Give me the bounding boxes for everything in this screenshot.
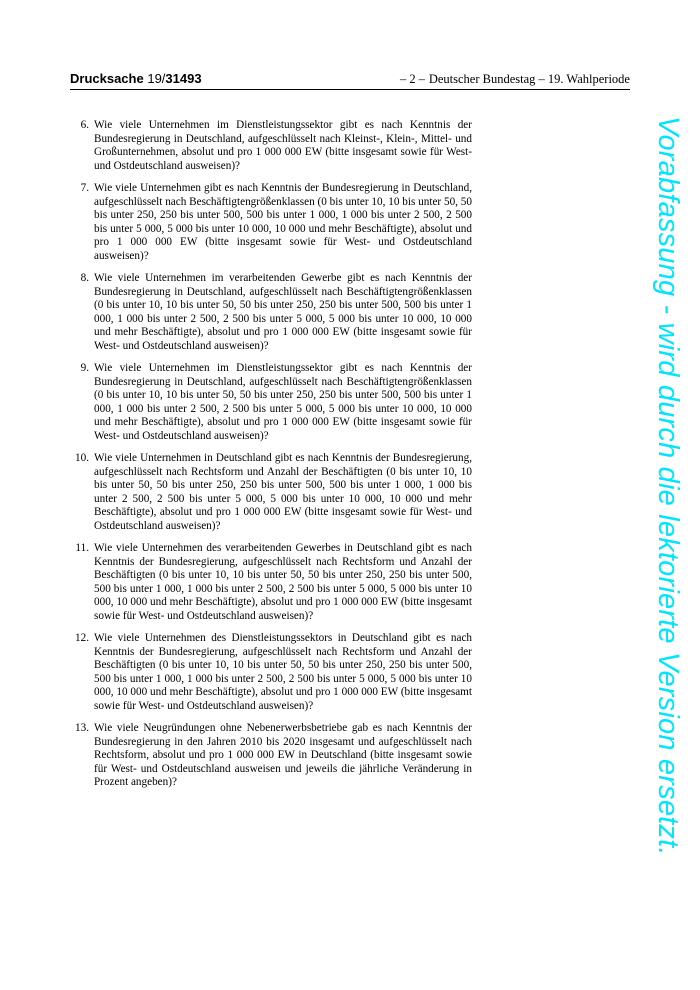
- question-item: [70, 182, 472, 263]
- document-number: [147, 71, 201, 86]
- question-text: Wie viele Unternehmen im Dienstleistungssektor gibt es nach Kenntnis der Bundesregierung in Deutschland, aufgeschlüsselt nach Beschäftigtengrößenklassen (0 bis unter 10, 10 bis unter 50, 50 bis unter 250, 250 bis unter 500, 500 bis unter 1 000, 1 000 bis unter 2 500, 2 500 bis unter 5 000, 5 000 bis unter 10 000, 10 000 und mehr Beschäftigte), absolut und pro 1 000 000 EW (bitte insgesamt sowie für West- und Ostdeutschland ausweisen)?: [94, 362, 472, 442]
- question-item: [70, 632, 472, 713]
- question-item: [70, 119, 472, 173]
- question-number: 10.: [75, 452, 89, 464]
- question-list: [70, 119, 472, 799]
- question-item: [70, 272, 472, 353]
- question-item: [70, 722, 472, 790]
- watermark-text: Vorabfassung - wird durch die lektorierte Version ersetzt.: [652, 116, 684, 856]
- question-text: Wie viele Unternehmen des verarbeitenden Gewerbes in Deutschland gibt es nach Kenntnis der Bundesregierung, aufgeschlüsselt nach Rechtsform und Anzahl der Beschäftigten (0 bis unter 10, 10 bis unter 50, 50 bis unter 250, 250 bis unter 500, 500 bis unter 1 000, 1 000 bis unter 2 500, 2 500 bis unter 5 000, 5 000 bis unter 10 000, 10 000 und mehr Beschäftigte), absolut und pro 1 000 000 EW (bitte insgesamt sowie für West- und Ostdeutschland ausweisen)?: [94, 542, 472, 622]
- document-id: [70, 71, 202, 87]
- document-number-main: 31493: [165, 71, 202, 86]
- question-number: 8.: [80, 272, 89, 284]
- question-item: [70, 362, 472, 443]
- question-item: [70, 452, 472, 533]
- question-text: Wie viele Unternehmen gibt es nach Kenntnis der Bundesregierung in Deutschland, aufgeschlüsselt nach Beschäftigtengrößenklassen (0 bis unter 10, 10 bis unter 50, 50 bis unter 250, 250 bis unter 500, 500 bis unter 1 000, 1 000 bis unter 2 500, 2 500 bis unter 5 000, 5 000 bis unter 10 000, 10 000 und mehr Beschäftigte), absolut und pro 1 000 000 EW (bitte insgesamt sowie für West- und Ostdeutschland ausweisen)?: [94, 182, 472, 262]
- question-text: Wie viele Unternehmen des Dienstleistungssektors in Deutschland gibt es nach Kenntnis der Bundesregierung, aufgeschlüsselt nach Rechtsform und Anzahl der Beschäftigten (0 bis unter 10, 10 bis unter 50, 50 bis unter 250, 250 bis unter 500, 500 bis unter 1 000, 1 000 bis unter 2 500, 2 500 bis unter 5 000, 5 000 bis unter 10 000, 10 000 und mehr Beschäftigte), absolut und pro 1 000 000 EW (bitte insgesamt sowie für West- und Ostdeutschland ausweisen)?: [94, 632, 472, 712]
- page-number: – 2 –: [400, 72, 425, 86]
- header-divider: [70, 89, 630, 90]
- question-text: Wie viele Unternehmen im verarbeitenden Gewerbe gibt es nach Kenntnis der Bundesregierung in Deutschland, aufgeschlüsselt nach Beschäftigtengrößenklassen (0 bis unter 10, 10 bis unter 50, 50 bis unter 250, 250 bis unter 500, 500 bis unter 1 000, 1 000 bis unter 2 500, 2 500 bis unter 5 000, 5 000 bis unter 10 000, 10 000 und mehr Beschäftigte), absolut und pro 1 000 000 EW (bitte insgesamt sowie für West- und Ostdeutschland ausweisen)?: [94, 272, 472, 352]
- parliament-period: Deutscher Bundestag – 19. Wahlperiode: [428, 72, 630, 86]
- document-label: Drucksache: [70, 71, 144, 86]
- document-number-prefix: 19/: [147, 71, 166, 86]
- question-number: 12.: [75, 632, 89, 644]
- question-text: Wie viele Neugründungen ohne Nebenerwerbsbetriebe gab es nach Kenntnis der Bundesregierung in den Jahren 2010 bis 2020 insgesamt und aufgeschlüsselt nach Rechtsform, absolut und pro 1 000 000 EW in Deutschland (bitte insgesamt sowie für West- und Ostdeutschland ausweisen und jeweils die jährliche Veränderung in Prozent angeben)?: [94, 722, 472, 788]
- question-number: 7.: [80, 182, 89, 194]
- page-header: [70, 71, 630, 89]
- draft-watermark: [644, 116, 692, 886]
- question-text: Wie viele Unternehmen in Deutschland gibt es nach Kenntnis der Bundesregierung, aufgeschlüsselt nach Rechtsform und Anzahl der Beschäftigten (0 bis unter 10, 10 bis unter 50, 50 bis unter 250, 250 bis unter 500, 500 bis unter 1 000, 1 000 bis unter 2 500, 2 500 bis unter 5 000, 5 000 bis unter 10 000, 10 000 und mehr Beschäftigte), absolut und pro 1 000 000 EW (bitte insgesamt sowie für West- und Ostdeutschland ausweisen)?: [94, 452, 472, 532]
- question-number: 9.: [80, 362, 89, 374]
- question-number: 11.: [75, 542, 89, 554]
- question-item: [70, 542, 472, 623]
- question-number: 6.: [80, 119, 89, 131]
- question-text: Wie viele Unternehmen im Dienstleistungssektor gibt es nach Kenntnis der Bundesregierung in Deutschland, aufgeschlüsselt nach Kleinst-, Klein-, Mittel- und Großunternehmen, absolut und pro 1 000 000 EW (bitte insgesamt sowie für West- und Ostdeutschland ausweisen)?: [94, 119, 472, 172]
- question-number: 13.: [75, 722, 89, 734]
